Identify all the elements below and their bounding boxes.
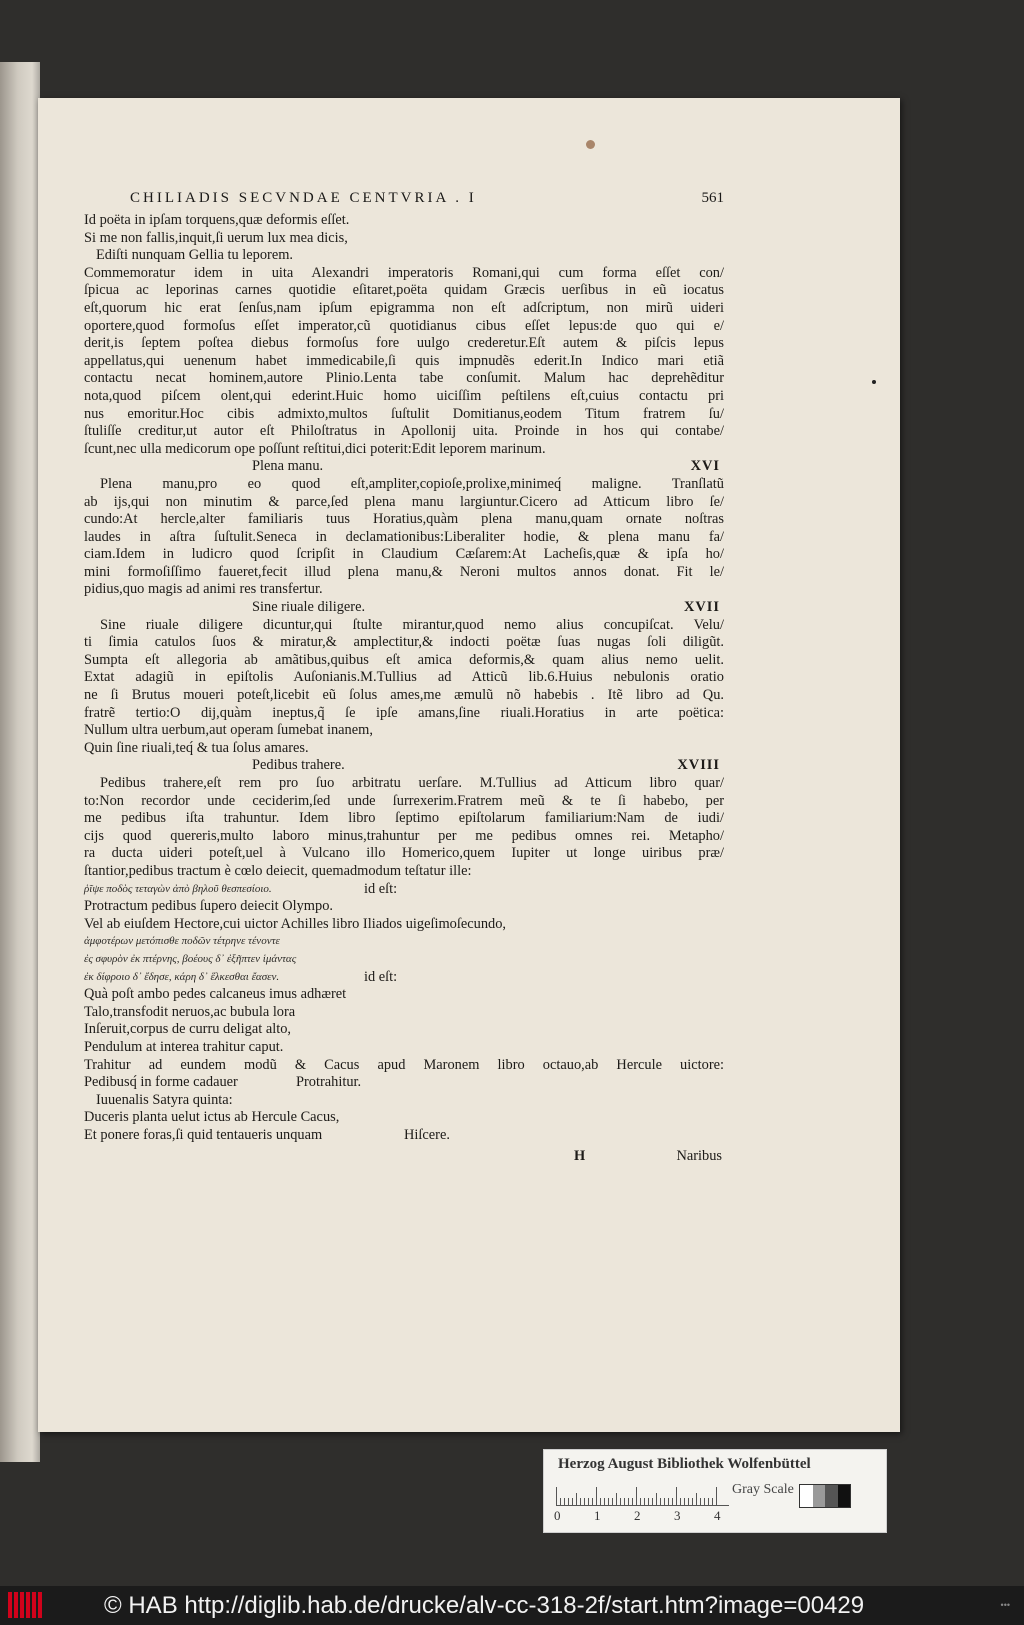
greek-quote-line [84,969,724,987]
ruler-tick [560,1498,561,1505]
verse-line [84,1127,724,1145]
gray-scale-swatch [799,1484,851,1508]
library-name: Herzog August Bibliothek Wolfenbüttel [558,1456,811,1472]
verse-left: Pedibusq́ in forme cadauer [84,1074,238,1091]
text-line: Si me non fallis,inquit,ſi uerum lux mea dicis, [84,229,348,246]
text-line: nus emoritur.Hoc cibis admixto,multos ſuſtulit Domitianus,eodem Titum fratrem ſu/ [84,405,724,422]
ruler-tick [616,1493,617,1505]
ruler-number: 4 [714,1508,721,1523]
ruler-tick [712,1498,713,1505]
ruler-tick [644,1498,645,1505]
text-line: appellatus,qui uenenum habet immedicabile,ſi quis impnudẽs ederit.In Indico mari etiã [84,352,724,369]
text-line: Quin ſine riuali,teq́ & tua ſolus amares. [84,739,309,756]
text-line: Talo,transfodit neruos,ac bubula lora [84,1003,296,1020]
ruler-tick [704,1498,705,1505]
margin-mark [872,380,876,384]
ruler-tick [568,1498,569,1505]
ruler-tick [680,1498,681,1505]
gray-patch [838,1485,851,1507]
text-line: to:Non recordor unde ceciderim,ſed unde ſurrexerim.Fratrem meũ & te ſi habebo, per [84,792,724,809]
ruler-tick [656,1493,657,1505]
ruler-tick [696,1493,697,1505]
text-line: Protractum pedibus ſupero deiecit Olympo. [84,898,333,915]
text-line: Iuuenalis Satyra quinta: [96,1091,233,1108]
gray-patch [813,1485,826,1507]
text-line: Inſeruit,corpus de curru deligat alto, [84,1021,291,1038]
id-est: id eſt: [364,880,398,897]
ruler-tick [600,1498,601,1505]
text-group [84,212,724,458]
ruler-tick [572,1498,573,1505]
text-group [84,1092,724,1127]
text-group [84,986,724,1074]
ruler-tick [684,1498,685,1505]
ruler-tick [700,1498,701,1505]
text-line: nota,quod piſcem olent,qui ederint.Huic homo uiciſſim peſtilens eſt,cuius contactu pri [84,387,724,404]
ruler-tick [624,1498,625,1505]
text-line: eſt,quorum hic erat ſenſus,nam ipſum epigramma non eſt adſcriptum, non mirũ uideri [84,299,724,316]
ruler-numbers [554,1508,734,1524]
ruler-tick [632,1498,633,1505]
ruler-tick [608,1498,609,1505]
scale-card [543,1449,887,1533]
ruler-tick [604,1498,605,1505]
text-line: me pedibus iſta trahuntur. Idem libro ſeptimo epiſtolarum familiarium:Nam de iudi/ [84,810,724,827]
verse-left: Et ponere foras,ſi quid tentaueris unquam [84,1126,323,1143]
text-line: Sumpta eſt allegoria ab amãtibus,quibus eſt amica deformis,& quam alius nemo uelit. [84,651,724,668]
gray-patch [800,1485,813,1507]
ruler-tick [580,1498,581,1505]
verse-line [84,1074,724,1092]
text-line: derit,is ſeptem poſtea diebus formoſus fore uulgo crederetur.Eſt autem & piſcis lepus [84,335,724,352]
text-line: ab ijs,qui non minutim & parce,ſed plena manu largiuntur.Cicero ad Atticum libro ſe/ [84,493,724,510]
text-line: Quà poſt ambo pedes calcaneus imus adhæret [84,986,347,1003]
source-url[interactable]: © HAB http://diglib.hab.de/drucke/alv-cc-318-2f/start.htm?image=00429 [104,1592,865,1619]
text-line: ſtantior,pedibus tractum è cœlo deiecit, quemadmodum teſtatur ille: [84,862,472,879]
running-head-title: CHILIADIS SECVNDAE CENTVRIA . I [130,190,477,206]
text-line: Vel ab eiuſdem Hectore,cui uictor Achilles libro Iliados uigeſimoſecundo, [84,915,507,932]
ruler-number: 3 [674,1508,681,1523]
text-line: oportere,quod formoſus eſſet imperator,cũ quotidianus cibus eſſet lepus:de quo qui e/ [84,317,724,334]
adage-number: XVIII [677,757,720,774]
text-line: cijs quod quereris,multo laboro minus,trahuntur per me pedibus omnes rei. Metapho/ [84,827,724,844]
adage-heading [84,599,724,617]
text-line: ne ſi Brutus moueri poteſt,licebit eũ ſolus ames,me æmulũ nõ habebis . Itẽ libro ad Qu. [84,687,724,704]
ruler-number: 1 [594,1508,601,1523]
text-line: laudes in aſtra ſuſtulit.Seneca in declamationibus:Liberaliter hodie, & plena manu fa/ [84,528,724,545]
text-line: contactu necat hominem,autore Plinio.Lenta tabe conſumit. Malum hac deprehẽditur [84,370,724,387]
hab-logo [8,1592,46,1618]
text-group [84,617,724,758]
text-line: cundo:At hercle,alter familiaris tuus Horatius,quàm plena manu,quam ornate noſtras [84,511,724,528]
signature-mark: H [574,1148,586,1165]
ruler-tick [636,1487,637,1505]
folio-number: 561 [701,190,724,206]
text-line: Pedibus trahere,eſt rem pro ſuo arbitratu uerſare. M.Tullius ad Atticum libro quar/ [100,775,724,791]
text-line: Extat adagiũ in epiſtolis Auſonianis.M.Tullius ad Atticũ lib.6.Huius nebulonis oratio [84,669,724,686]
text-group [84,898,724,933]
text-line: Sine riuale diligere dicuntur,qui ſtulte mirantur,quod nemo alius concupiſcat. Velu/ [100,616,724,633]
greek-text: ἐς σφυρὸν ἐκ πτέρνης, βοέους δ᾽ ἐξῆπτεν ἱμάντας [84,952,297,965]
footer-bar [0,1586,1024,1625]
gray-scale-label: Gray Scale [732,1482,794,1497]
ruler-tick [652,1498,653,1505]
ruler-tick [628,1498,629,1505]
text-line: ſtuliſſe creditur,ut autor eſt Philoſtratus in Apollonij uita. Proinde in hos qui contabe/ [84,423,724,440]
ruler-tick [688,1498,689,1505]
ruler-number: 0 [554,1508,561,1523]
greek-quote-line [84,881,724,899]
text-group [84,476,724,599]
main-text [84,212,724,1168]
verse-right: Protrahitur. [296,1074,362,1091]
ruler-tick [592,1498,593,1505]
text-line: Trahitur ad eundem modũ & Cacus apud Maronem libro octauo,ab Hercule uictore: [84,1056,724,1073]
text-line: Plena manu,pro eo quod eſt,ampliter,copioſe,prolixe,minimeq́ maligne. Tranſlatũ [100,475,724,492]
text-line: ra ducta uideri poteſt,uel à Vulcano illo Homerico,quem Iupiter ut longe uiribus præ/ [84,845,724,862]
text-line: ſcunt,nec ulla medicorum ope poſſunt reſtitui,dici poterit:Edit leporem marinum. [84,440,546,457]
ruler-tick [692,1498,693,1505]
id-est: id eſt: [364,968,398,985]
ruler-tick [564,1498,565,1505]
gray-patch [825,1485,838,1507]
ruler-tick [708,1498,709,1505]
ruler-tick [672,1498,673,1505]
text-line: pidius,quo magis ad animi res transfertur. [84,581,323,598]
ruler-tick [668,1498,669,1505]
ruler-tick [584,1498,585,1505]
ruler-tick [620,1498,621,1505]
ruler-tick [576,1493,577,1505]
ruler-tick [716,1487,717,1505]
facing-page-edge [0,62,40,1462]
adage-number: XVI [690,458,720,475]
ruler-tick [660,1498,661,1505]
greek-text: ῥῖψε ποδὸς τεταγὼν ἀπὸ βηλοῦ θεσπεσίοιο. [84,882,272,895]
greek-text: ἀμφοτέρων μετόπισθε ποδῶν τέτρηνε τένοντε [84,935,280,948]
text-line: Id poëta in ipſam torquens,quæ deformis eſſet. [84,212,350,228]
verse-right: Hiſcere. [404,1126,450,1143]
ruler-tick [676,1487,677,1505]
paper-stain [586,140,595,149]
text-group [84,775,724,881]
page-footer [84,1144,724,1168]
ruler-tick [556,1487,557,1505]
text-line: Commemoratur idem in uita Alexandri imperatoris Romani,qui cum forma eſſet con/ [84,264,724,281]
catchword: Naribus [676,1148,722,1165]
adage-title: Pedibus trahere. [252,757,345,774]
adage-heading [84,757,724,775]
text-line: Pendulum at interea trahitur caput. [84,1038,284,1055]
ruler [556,1485,729,1506]
text-line: fratrẽ tertio:O dij,quàm ineptus,q̃ ſe ipſe amans,ſine riuali.Horatius in arte poëtica: [84,704,724,721]
text-line: Duceris planta uelut ictus ab Hercule Cacus, [84,1109,340,1126]
ruler-tick [664,1498,665,1505]
running-head [130,190,724,212]
ruler-tick [640,1498,641,1505]
greek-text: ἐκ δίφροιο δ᾽ ἔδησε, κάρη δ᾽ ἕλκεσθαι ἔασεν. [84,970,280,983]
text-line: mini formoſiſſimo faueret,fecit illud plena manu,& Neroni multos annos donat. Fit le/ [84,563,724,580]
ruler-number: 2 [634,1508,641,1523]
text-line: ciam.Idem in ludicro quod ſcripſit in Claudium Cæſarem:At Lacheſis,quæ & ipſa ho/ [84,546,724,563]
text-line: ti ſimia catulos ſuos & miratur,& amplectitur,& indocti poëtæ ſuas nugas ſoli diligũt. [84,634,724,651]
book-page [38,98,900,1432]
adage-title: Sine riuale diligere. [252,599,366,616]
text-line: Nullum ultra uerbum,aut operam ſumebat inanem, [84,722,373,739]
text-line: Ediſti nunquam Gellia tu leporem. [96,247,294,264]
adage-heading [84,458,724,476]
ruler-tick [648,1498,649,1505]
ruler-tick [612,1498,613,1505]
ruler-tick [588,1498,589,1505]
adage-title: Plena manu. [252,458,324,475]
text-line: ſpicua ac leporinas carnes quotidie eſitaret,poëta quidam Græcis uerſibus in eũ iocatus [84,282,724,299]
footer-dots: ••• [1000,1600,1010,1610]
adage-number: XVII [684,599,720,616]
ruler-tick [596,1487,597,1505]
